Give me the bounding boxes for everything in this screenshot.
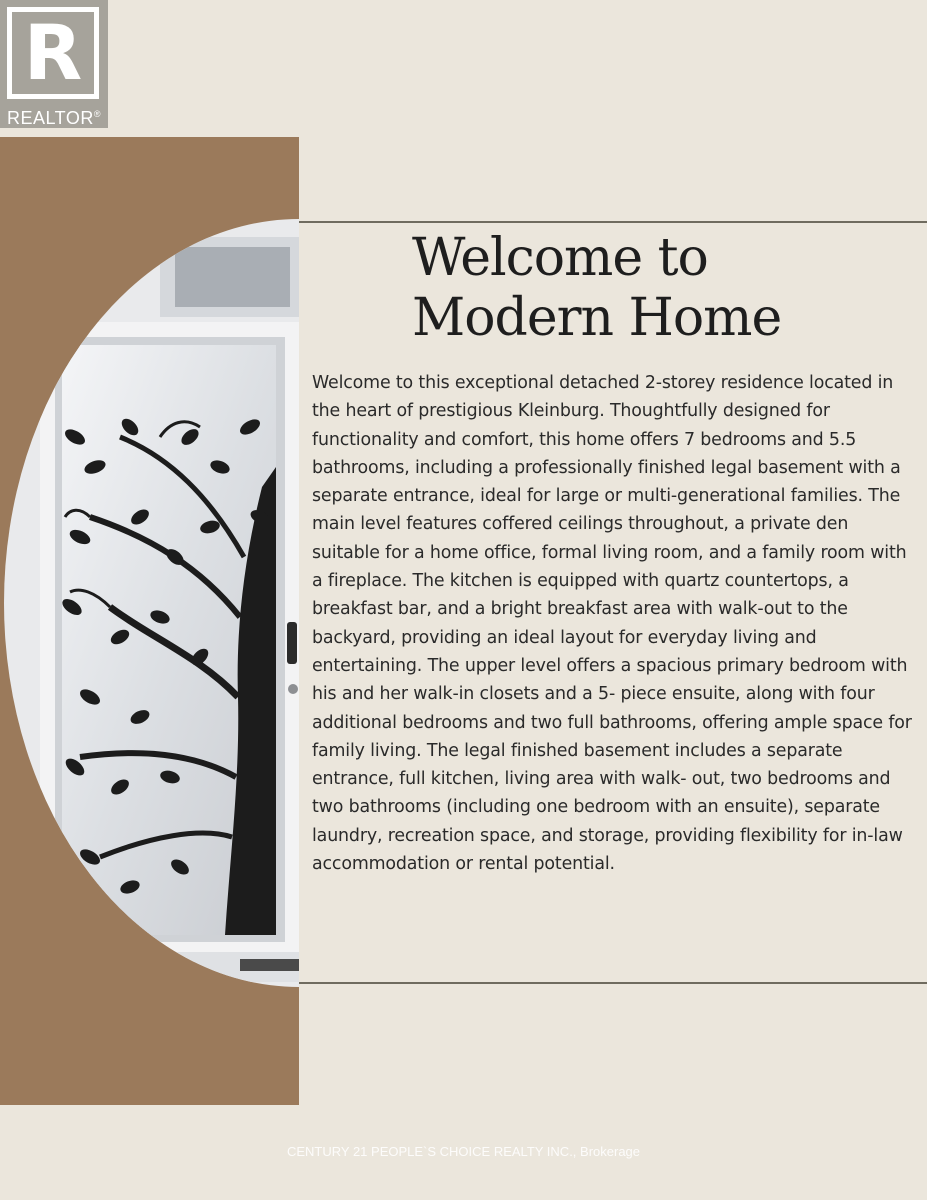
title-line-2: Modern Home xyxy=(412,288,782,348)
registered-mark: ® xyxy=(93,109,101,119)
realtor-logo xyxy=(0,0,108,128)
door-photo xyxy=(0,137,299,1105)
realtor-r-glyph: R xyxy=(12,12,94,94)
brokerage-footer: CENTURY 21 PEOPLE`S CHOICE REALTY INC., Brokerage xyxy=(286,1144,641,1159)
oval-photo-frame xyxy=(0,217,299,997)
realtor-r-badge xyxy=(7,7,99,99)
top-divider xyxy=(299,221,927,223)
realtor-wordmark xyxy=(0,104,108,128)
bottom-divider xyxy=(299,982,927,984)
page-title xyxy=(412,228,912,348)
realtor-wordmark-text: REALTOR xyxy=(7,108,94,128)
title-line-1: Welcome to xyxy=(412,228,708,288)
property-description: Welcome to this exceptional detached 2-storey residence located in the heart of prestigious Kleinburg. Thoughtfully designed for functionality and comfort, this home offers 7 bedrooms and 5.5 bathrooms, including a professionally finished legal basement with a separate entrance, ideal for large or multi-generational families. The main level features coffered ceilings throughout, a private den suitable for a home office, formal living room, and a family room with a fireplace. The kitchen is equipped with quartz countertops, a breakfast bar, and a bright breakfast area with walk-out to the backyard, providing an ideal layout for everyday living and entertaining. The upper level offers a spacious primary bedroom with his and her walk-in closets and a 5- piece ensuite, along with four additional bedrooms and two full bathrooms, offering ample space for family living. The legal finished basement includes a separate entrance, full kitchen, living area with walk- out, two bedrooms and two bathrooms (including one bedroom with an ensuite), separate laundry, recreation space, and storage, providing flexibility for in-law accommodation or rental potential. xyxy=(312,373,912,875)
